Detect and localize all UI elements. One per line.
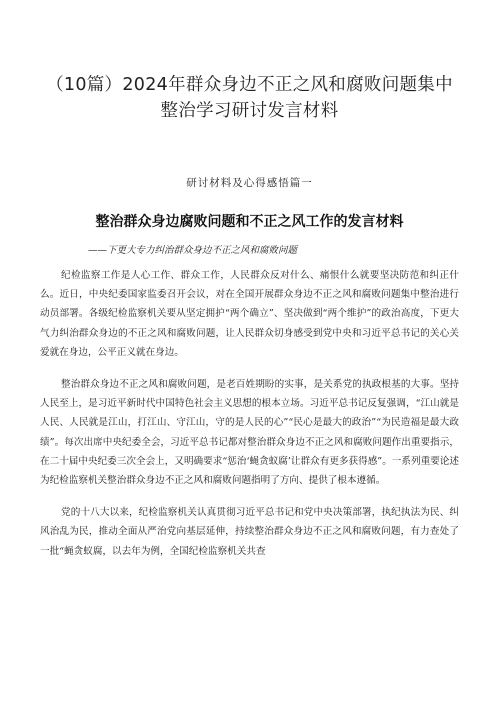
section-heading: 研讨材料及心得感悟篇一 xyxy=(186,177,313,189)
document-title xyxy=(40,72,459,124)
speech-title: 整治群众身边腐败问题和不正之风工作的发言材料 xyxy=(95,214,404,230)
document-title-line-2: 整治学习研讨发言材料 xyxy=(160,101,339,121)
body-paragraph: 纪检监察工作是人心工作、群众工作，人民群众反对什么、痛恨什么就要坚决防范和纠正什么。近日，中央纪委国家监委召开会议，对在全国开展群众身边不正之风和腐败问题集中整治进行动员部署。各级纪检监察机关要从坚定拥护“两个确立”、坚决做到“两个维护”的政治高度，下更大气力纠治群众身边的不正之风和腐败问题，让人民群众切身感受到党中央和习近平总书记的关心关爱就在身边，公平正义就在身边。 xyxy=(40,270,459,358)
body-paragraph: 整治群众身边不正之风和腐败问题，是老百姓期盼的实事，是关系党的执政根基的大事。坚持人民至上，是习近平新时代中国特色社会主义思想的根本立场。习近平总书记反复强调，“江山就是人民、人民就是江山，打江山、守江山，守的是人民的心”“民心是最大的政治”“为民造福是最大政绩”。每次出席中央纪委全会，习近平总书记都对整治群众身边不正之风和腐败问题作出重要指示，在二十届中央纪委三次全会上，又明确要求“惩治‘蝇贪蚁腐’让群众有更多获得感”。一系列重要论述为纪检监察机关整治群众身边不正之风和腐败问题指明了方向、提供了根本遵循。 xyxy=(40,379,459,487)
speech-subtitle: ——下更大专力纠治群众身边不正之风和腐败问题 xyxy=(88,245,298,256)
body-paragraph: 党的十八大以来，纪检监察机关认真贯彻习近平总书记和党中央决策部署，执纪执法为民、纠风治乱为民，推动全面从严治党向基层延伸，持续整治群众身边不正之风和腐败问题，有力查处了一批“蝇贪蚁腐，以去年为例，全国纪检监察机关共查 xyxy=(40,507,459,557)
document-title-line-1: （10篇）2024年群众身边不正之风和腐败问题集中 xyxy=(46,75,453,95)
